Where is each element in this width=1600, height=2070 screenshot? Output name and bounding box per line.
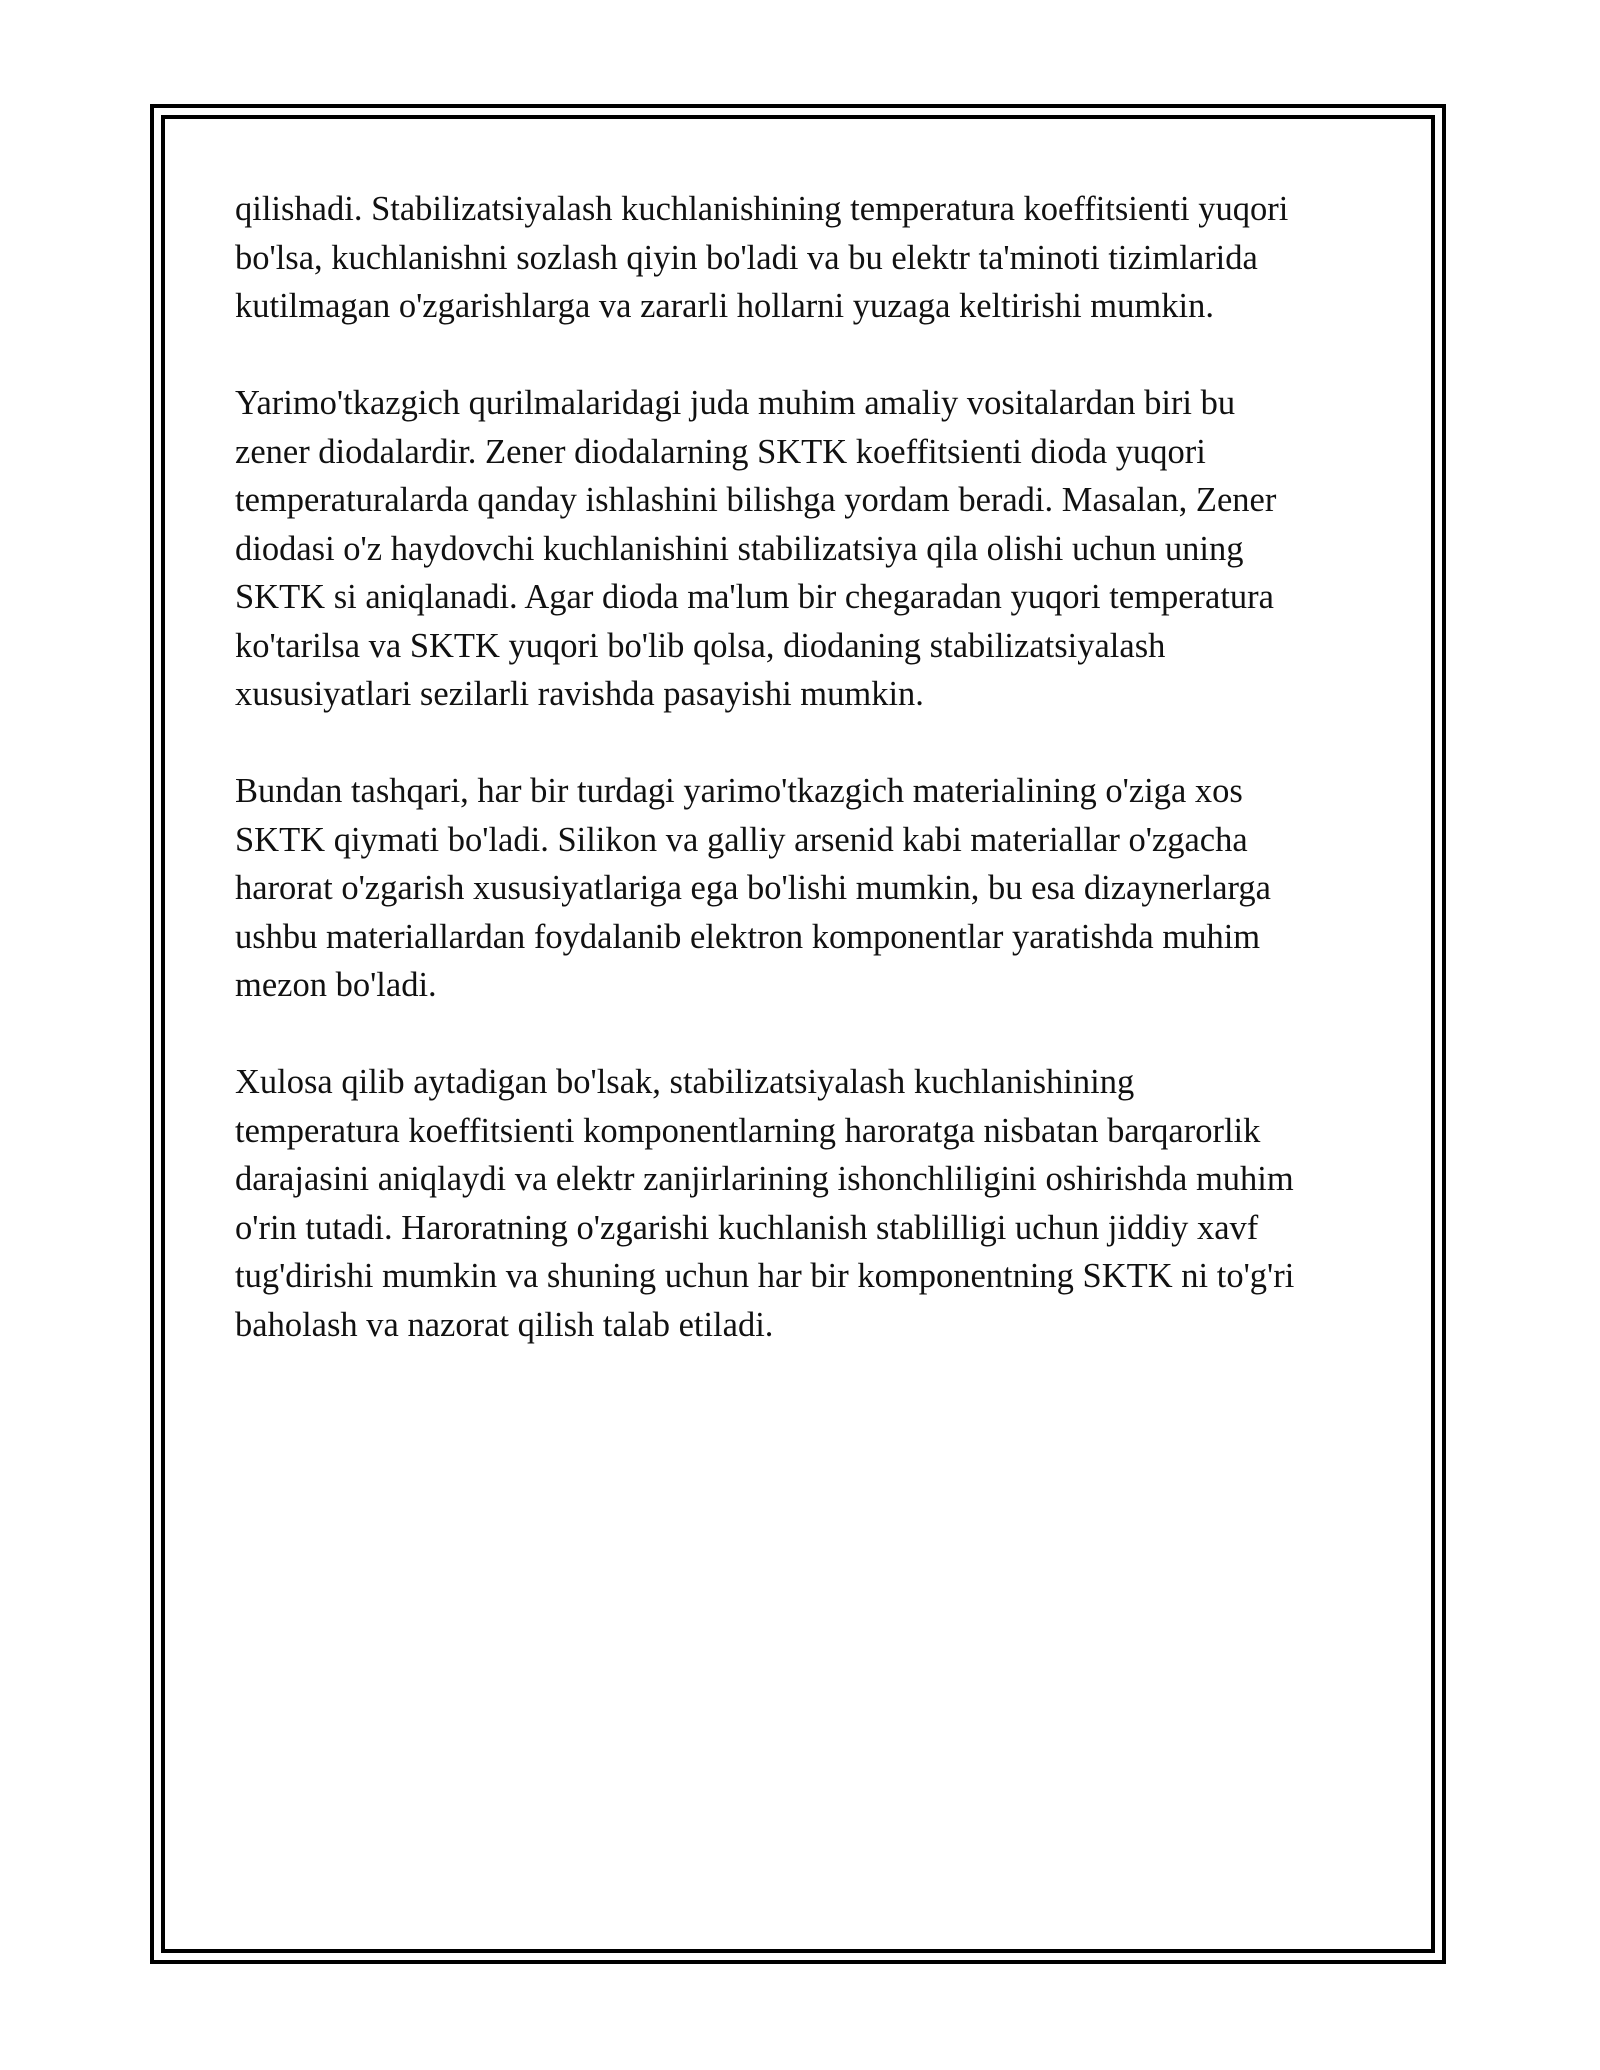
paragraph-1 bbox=[235, 185, 1380, 331]
text-line: tug'dirishi mumkin va shuning uchun har bir komponentning SKTK ni to'g'ri bbox=[235, 1257, 1295, 1295]
text-line: Yarimo'tkazgich qurilmalaridagi juda muhim amaliy vositalardan biri bu bbox=[235, 384, 1236, 422]
paragraph-3 bbox=[235, 767, 1380, 1010]
text-line: temperatura koeffitsienti komponentlarning haroratga nisbatan barqarorlik bbox=[235, 1111, 1261, 1150]
text-line: SKTK si aniqlanadi. Agar dioda ma'lum bir chegaradan yuqori temperatura bbox=[235, 578, 1274, 616]
text-line: darajasini aniqlaydi va elektr zanjirlarining ishonchliligini oshirishda muhim bbox=[235, 1160, 1294, 1198]
text-line: SKTK qiymati bo'ladi. Silikon va galliy arsenid kabi materiallar o'zgacha bbox=[235, 820, 1248, 859]
paragraph-2 bbox=[235, 379, 1380, 719]
text-line: temperaturalarda qanday ishlashini bilishga yordam beradi. Masalan, Zener bbox=[235, 481, 1277, 519]
text-line: Bundan tashqari, har bir turdagi yarimo'tkazgich materialining o'ziga xos bbox=[235, 772, 1243, 810]
text-line: Xulosa qilib aytadigan bo'lsak, stabilizatsiyalash kuchlanishining bbox=[235, 1063, 1135, 1101]
text-line: zener diodalardir. Zener diodalarning SKTK koeffitsienti dioda yuqori bbox=[235, 432, 1206, 471]
text-line: diodasi o'z haydovchi kuchlanishini stabilizatsiya qila olishi uchun uning bbox=[235, 529, 1244, 568]
paragraph-4 bbox=[235, 1058, 1380, 1349]
text-line: mezon bo'ladi. bbox=[235, 966, 437, 1004]
text-line: baholash va nazorat qilish talab etiladi. bbox=[235, 1305, 774, 1344]
text-line: qilishadi. Stabilizatsiyalash kuchlanishining temperatura koeffitsienti yuqori bbox=[235, 190, 1289, 228]
text-line: harorat o'zgarish xususiyatlariga ega bo'lishi mumkin, bu esa dizaynerlarga bbox=[235, 869, 1271, 907]
text-line: ko'tarilsa va SKTK yuqori bo'lib qolsa, diodaning stabilizatsiyalash bbox=[235, 626, 1166, 665]
document-body bbox=[235, 185, 1380, 1398]
text-line: xususiyatlari sezilarli ravishda pasayishi mumkin. bbox=[235, 675, 924, 713]
text-line: kutilmagan o'zgarishlarga va zararli hollarni yuzaga keltirishi mumkin. bbox=[235, 287, 1214, 325]
text-line: o'rin tutadi. Haroratning o'zgarishi kuchlanish stablilligi uchun jiddiy xavf bbox=[235, 1208, 1259, 1247]
text-line: ushbu materiallardan foydalanib elektron komponentlar yaratishda muhim bbox=[235, 917, 1261, 956]
text-line: bo'lsa, kuchlanishni sozlash qiyin bo'ladi va bu elektr ta'minoti tizimlarida bbox=[235, 238, 1258, 277]
